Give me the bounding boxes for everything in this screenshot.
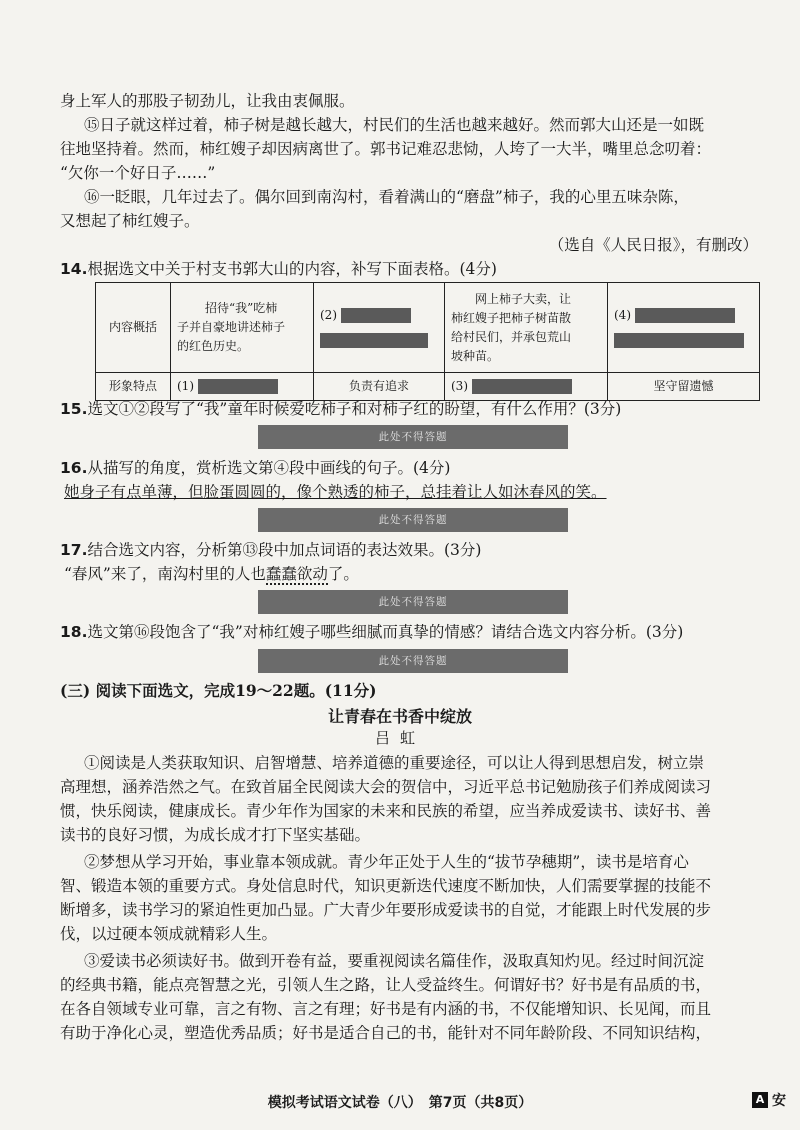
question-text: 从描写的角度，赏析选文第④段中画线的句子。(4分) bbox=[87, 459, 451, 477]
table-header-traits: 形象特点 bbox=[96, 373, 171, 401]
table-cell-trait-2: 负责有追求 bbox=[314, 373, 445, 401]
story-line: ⑯一眨眼，几年过去了。偶尔回到南沟村，看着满山的“磨盘”柿子，我的心里五味杂陈， bbox=[84, 188, 689, 206]
question-18 bbox=[60, 621, 683, 643]
no-answer-zone: 此处不得答题 bbox=[258, 425, 568, 449]
question-text: 选文第⑯段饱含了“我”对柿红嫂子哪些细腻而真挚的情感？请结合选文内容分析。(3分) bbox=[87, 623, 684, 641]
table-cell-2: (2) bbox=[314, 283, 445, 373]
article-line: ①阅读是人类获取知识、启智增慧、培养道德的重要途径，可以让人得到思想启发，树立崇 bbox=[84, 754, 705, 772]
question-text: 结合选文内容，分析第⑬段中加点词语的表达效果。(3分) bbox=[87, 541, 482, 559]
quoted-sentence: 她身子有点单薄，但脸蛋圆圆的，像个熟透的柿子，总挂着让人如沐春风的笑。 bbox=[64, 483, 607, 501]
article-line: 智、锻造本领的重要方式。身处信息时代，知识更新迭代速度不断加快，人们需要掌握的技能不 bbox=[60, 877, 712, 895]
question-number: 18. bbox=[60, 623, 88, 641]
article-line: 惯，快乐阅读，健康成长。青少年作为国家的未来和民族的希望，应当养成爱读书、读好书、善 bbox=[60, 802, 712, 820]
article-author: 吕虹 bbox=[374, 729, 425, 747]
table-cell-trait-3: (3) bbox=[445, 373, 608, 401]
question-number: 17. bbox=[60, 541, 88, 559]
no-answer-zone: 此处不得答题 bbox=[258, 590, 568, 614]
question-17 bbox=[60, 539, 481, 561]
story-line: ⑮日子就这样过着，柿子树是越长越大，村民们的生活也越来越好。然而郭大山还是一如既 bbox=[84, 116, 705, 134]
article-line: 读书的良好习惯，为成长成才打下坚实基础。 bbox=[60, 826, 371, 844]
question-number: 15. bbox=[60, 400, 88, 418]
article-line: ②梦想从学习开始，事业靠本领成就。青少年正处于人生的“拔节孕穗期”，读书是培育心 bbox=[84, 853, 689, 871]
redacted-block bbox=[198, 379, 278, 394]
story-line: 又想起了柿红嫂子。 bbox=[60, 212, 200, 230]
table-cell-3: 网上柿子大卖，让 柿红嫂子把柿子树苗散 给村民们，并承包荒山 坡种苗。 bbox=[445, 283, 608, 373]
badge-text: 安 bbox=[772, 1093, 786, 1109]
article-title: 让青春在书香中绽放 bbox=[327, 707, 472, 726]
question-14 bbox=[60, 258, 497, 280]
no-answer-zone: 此处不得答题 bbox=[258, 508, 568, 532]
question-15 bbox=[60, 398, 621, 420]
redacted-block bbox=[472, 379, 572, 394]
page-footer: 模拟考试语文试卷（八） 第7页（共8页） bbox=[267, 1095, 533, 1111]
story-line: 往地坚持着。然而，柿红嫂子却因病离世了。郭书记难忍悲恸，人垮了一大半，嘴里总念叨着： bbox=[60, 140, 712, 158]
section-heading: (三) 阅读下面选文，完成19～22题。(11分) bbox=[60, 681, 377, 700]
redacted-block bbox=[341, 308, 411, 323]
article-line: 有助于净化心灵，塑造优秀品质；好书是适合自己的书，能针对不同年龄阶段、不同知识结构， bbox=[60, 1024, 712, 1042]
article-line: 断增多，读书学习的紧迫性更加凸显。广大青少年要形成爱读书的自觉，才能跟上时代发展的步 bbox=[60, 901, 712, 919]
question-number: 16. bbox=[60, 459, 88, 477]
redacted-block bbox=[614, 333, 744, 348]
table-header-content: 内容概括 bbox=[96, 283, 171, 373]
source-citation: （选自《人民日报》，有删改） bbox=[548, 236, 758, 254]
question-text: 选文①②段写了“我”童年时候爱吃柿子和对柿子红的盼望，有什么作用？(3分) bbox=[87, 400, 622, 418]
redacted-block bbox=[635, 308, 735, 323]
article-line: 高理想，涵养浩然之气。在致首届全民阅读大会的贺信中，习近平总书记勉励孩子们养成阅读习 bbox=[60, 778, 712, 796]
article-line: 的经典书籍，能点亮智慧之光，引领人生之路，让人受益终生。何谓好书？好书是有品质的书， bbox=[60, 976, 712, 994]
table-cell-1: 招待“我”吃柿 子并自豪地讲述柿子 的红色历史。 bbox=[171, 283, 314, 373]
answer-table bbox=[95, 282, 760, 401]
dotted-phrase: 蠢蠢欲动 bbox=[265, 565, 328, 583]
article-line: 伐，以过硬本领成就精彩人生。 bbox=[60, 925, 278, 943]
question-number: 14. bbox=[60, 260, 88, 278]
table-cell-trait-1: (1) bbox=[171, 373, 314, 401]
table-cell-4: (4) bbox=[608, 283, 760, 373]
article-line: 在各自领域专业可靠，言之有物、言之有理；好书是有内涵的书，不仅能增知识、长见闻，而且 bbox=[60, 1000, 712, 1018]
story-line: “欠你一个好日子……” bbox=[60, 164, 216, 182]
question-text: 根据选文中关于村支书郭大山的内容，补写下面表格。(4分) bbox=[87, 260, 497, 278]
table-cell-trait-4: 坚守留遗憾 bbox=[608, 373, 760, 401]
question-16 bbox=[60, 457, 450, 479]
publisher-badge bbox=[752, 1090, 786, 1110]
badge-letter: A bbox=[752, 1092, 768, 1108]
no-answer-zone: 此处不得答题 bbox=[258, 649, 568, 673]
story-line: 身上军人的那股子韧劲儿，让我由衷佩服。 bbox=[60, 92, 355, 110]
quoted-sentence: “春风”来了，南沟村里的人也蠢蠢欲动了。 bbox=[64, 565, 359, 583]
redacted-block bbox=[320, 333, 428, 348]
article-line: ③爱读书必须读好书。做到开卷有益，要重视阅读名篇佳作，汲取真知灼见。经过时间沉淀 bbox=[84, 952, 705, 970]
